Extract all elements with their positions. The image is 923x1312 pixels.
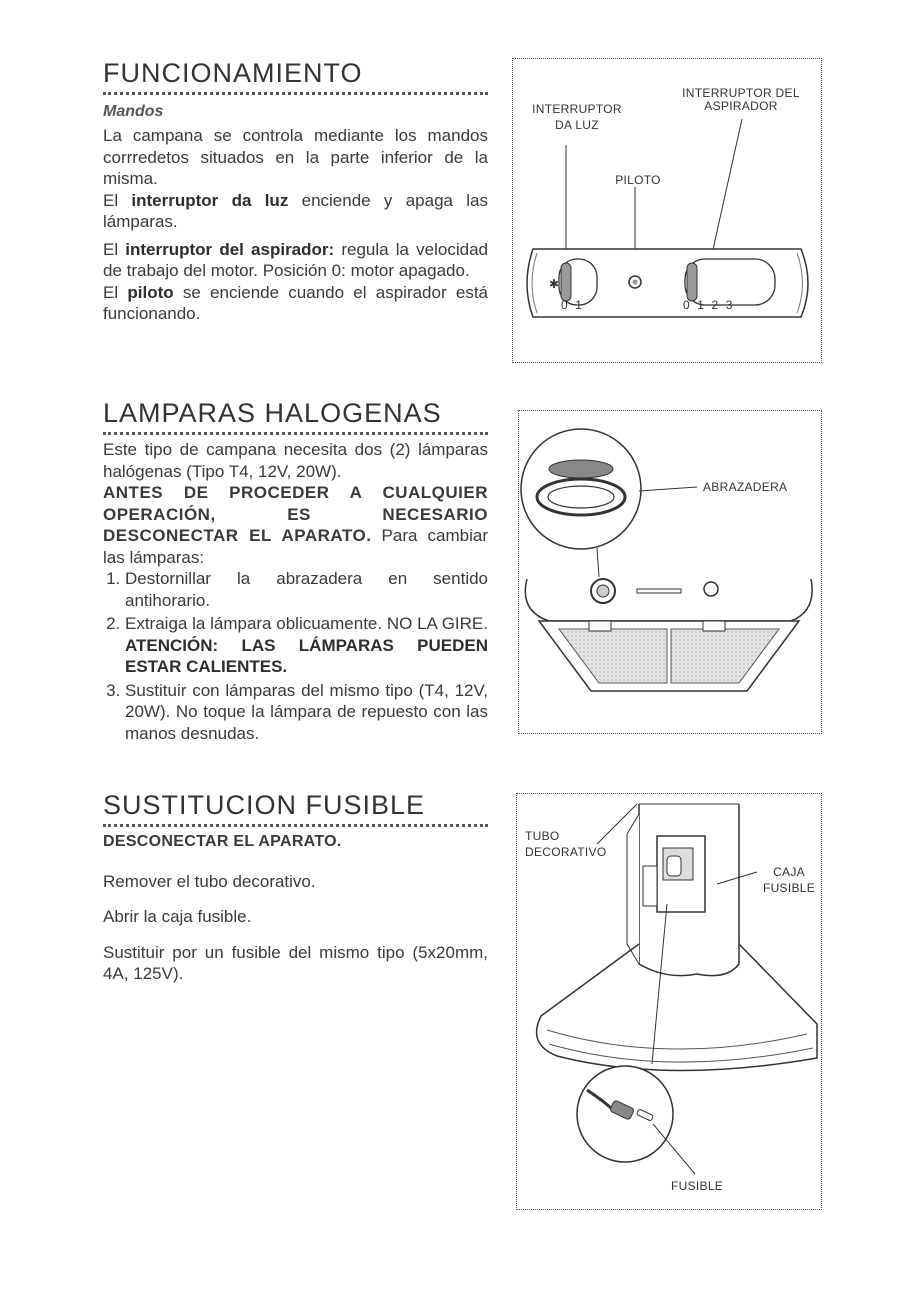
section-fusible [103,790,488,985]
paragraph: El interruptor del aspirador: regula la velocidad de trabajo del motor. Posición 0: motor apagado. [103,239,488,280]
scale-luz: 0 1 [561,298,583,312]
section-title: FUNCIONAMIENTO [103,58,488,95]
label-caja-line1: CAJA [773,865,805,879]
list-item: 1. Destornillar la abrazadera en sentido antihorario. [125,568,488,611]
section-lamparas [103,398,488,746]
paragraph: Sustituir por un fusible del mismo tipo (5x20mm, 4A, 125V). [103,942,488,983]
list-item: 2. Extraiga la lámpara oblicuamente. NO LA GIRE. ATENCIÓN: LAS LÁMPARAS PUEDEN ESTAR CALIENTES. [125,613,488,678]
svg-text:✱: ✱ [549,277,560,291]
paragraph: ANTES DE PROCEDER A CUALQUIER OPERACIÓN, ES NECESARIO DESCONECTAR EL APARATO. Para cambiar las lámparas: [103,483,488,567]
paragraph: Este tipo de campana necesita dos (2) lámparas halógenas (Tipo T4, 12V, 20W). [103,440,488,481]
label-tubo-line2: DECORATIVO [525,845,607,859]
paragraph: La campana se controla mediante los mandos corrredetos situados en la parte inferior de la misma. [103,126,488,188]
label-interruptor-luz-line2: DA LUZ [555,118,599,132]
label-piloto: PILOTO [615,173,661,187]
paragraph: El piloto se enciende cuando el aspirador está funcionando. [103,282,488,323]
warning-text: DESCONECTAR EL APARATO. [103,833,342,850]
list-item: 3. Sustituir con lámparas del mismo tipo (T4, 12V, 20W). No toque la lámpara de repuesto con las manos desnudas. [125,680,488,745]
label-fusible: FUSIBLE [671,1179,724,1193]
steps-list [103,568,488,744]
subsection-title: Mandos [103,103,164,120]
paragraph: Abrir la caja fusible. [103,907,252,926]
label-interruptor-aspirador: INTERRUPTOR DEL ASPIRADOR [682,86,800,113]
section-title: SUSTITUCION FUSIBLE [103,790,488,827]
figure-fuse [516,793,822,1210]
paragraph: Remover el tubo decorativo. [103,871,316,891]
label-interruptor-luz-line1: INTERRUPTOR [532,102,622,116]
label-abrazadera: ABRAZADERA [703,480,788,494]
figure-lamps [518,410,822,734]
section-title: LAMPARAS HALOGENAS [103,398,488,435]
label-caja-line2: FUSIBLE [762,881,816,895]
section-funcionamiento [103,58,488,325]
paragraph: El interruptor da luz enciende y apaga las lámparas. [103,190,488,231]
label-tubo-line1: TUBO [525,829,560,843]
lamps-diagram [519,411,821,733]
scale-aspirador: 0 1 2 3 [683,298,733,312]
figure-controls [512,58,822,363]
